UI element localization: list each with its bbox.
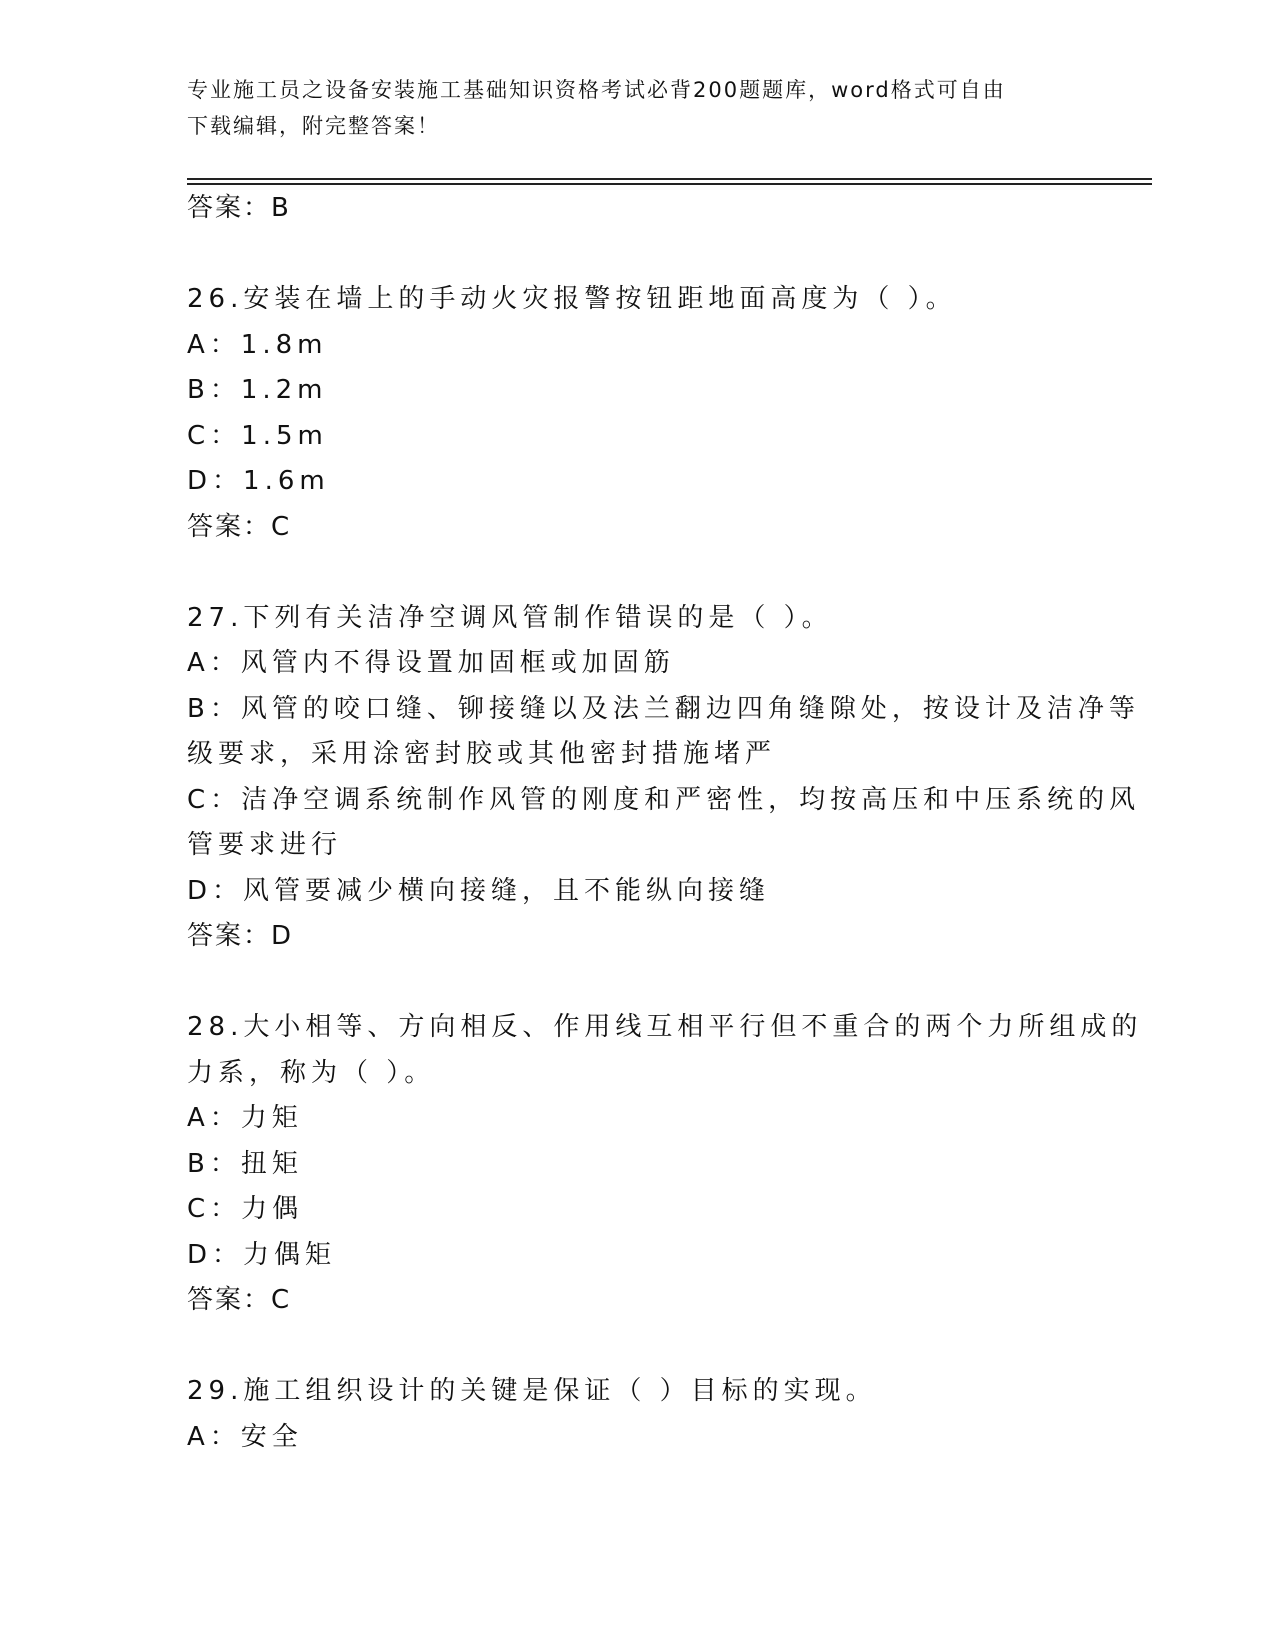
header-rule-top bbox=[187, 178, 1152, 180]
option-b: B：风管的咬口缝、铆接缝以及法兰翻边四角缝隙处，按设计及洁净等 bbox=[187, 693, 1140, 724]
header-line-2: 下载编辑，附完整答案！ bbox=[187, 114, 440, 138]
question-list bbox=[187, 186, 1143, 1460]
question-stem: 26.安装在墙上的手动火灾报警按钮距地面高度为（ ）。 bbox=[187, 284, 957, 314]
header-line-1: 专业施工员之设备安装施工基础知识资格考试必背200题题库，word格式可自由 bbox=[187, 78, 1006, 102]
option-c: C：洁净空调系统制作风管的刚度和严密性，均按高压和中压系统的风 bbox=[187, 784, 1141, 815]
option-c: C：力偶 bbox=[187, 1194, 304, 1224]
spacer bbox=[187, 232, 1087, 278]
option-a: A：风管内不得设置加固框或加固筋 bbox=[187, 648, 675, 678]
question-stem: 28.大小相等、方向相反、作用线互相平行但不重合的两个力所组成的 bbox=[187, 1012, 1143, 1042]
answer: 答案：C bbox=[187, 511, 292, 542]
option-d: D：风管要减少横向接缝，且不能纵向接缝 bbox=[187, 875, 771, 906]
question-stem-continued: 力系，称为（ ）。 bbox=[187, 1057, 436, 1088]
option-b-continued: 级要求，采用涂密封胶或其他密封措施堵严 bbox=[187, 739, 777, 769]
answer: 答案：D bbox=[187, 921, 294, 951]
option-a: A：安全 bbox=[187, 1421, 303, 1452]
option-a: A：力矩 bbox=[187, 1103, 303, 1133]
question-stem: 27.下列有关洁净空调风管制作错误的是（ ）。 bbox=[187, 602, 833, 633]
option-c-continued: 管要求进行 bbox=[187, 830, 343, 860]
spacer bbox=[187, 1324, 1087, 1370]
document-header bbox=[187, 72, 1067, 144]
question-29 bbox=[187, 1369, 1087, 1460]
option-d: D：力偶矩 bbox=[187, 1239, 337, 1270]
question-27 bbox=[187, 596, 1141, 960]
option-d: D：1.6m bbox=[187, 466, 330, 496]
spacer bbox=[187, 550, 1087, 596]
question-26 bbox=[187, 277, 1087, 550]
spacer bbox=[187, 960, 1087, 1006]
question-28 bbox=[187, 1005, 1143, 1324]
option-c: C：1.5m bbox=[187, 420, 328, 451]
option-b: B：扭矩 bbox=[187, 1148, 303, 1179]
answer: 答案：C bbox=[187, 1285, 292, 1315]
previous-answer: 答案：B bbox=[187, 193, 291, 223]
option-a: A：1.8m bbox=[187, 329, 328, 360]
option-b: B：1.2m bbox=[187, 375, 328, 405]
header-rule-bottom bbox=[187, 183, 1152, 185]
question-stem: 29.施工组织设计的关键是保证（ ）目标的实现。 bbox=[187, 1376, 877, 1406]
